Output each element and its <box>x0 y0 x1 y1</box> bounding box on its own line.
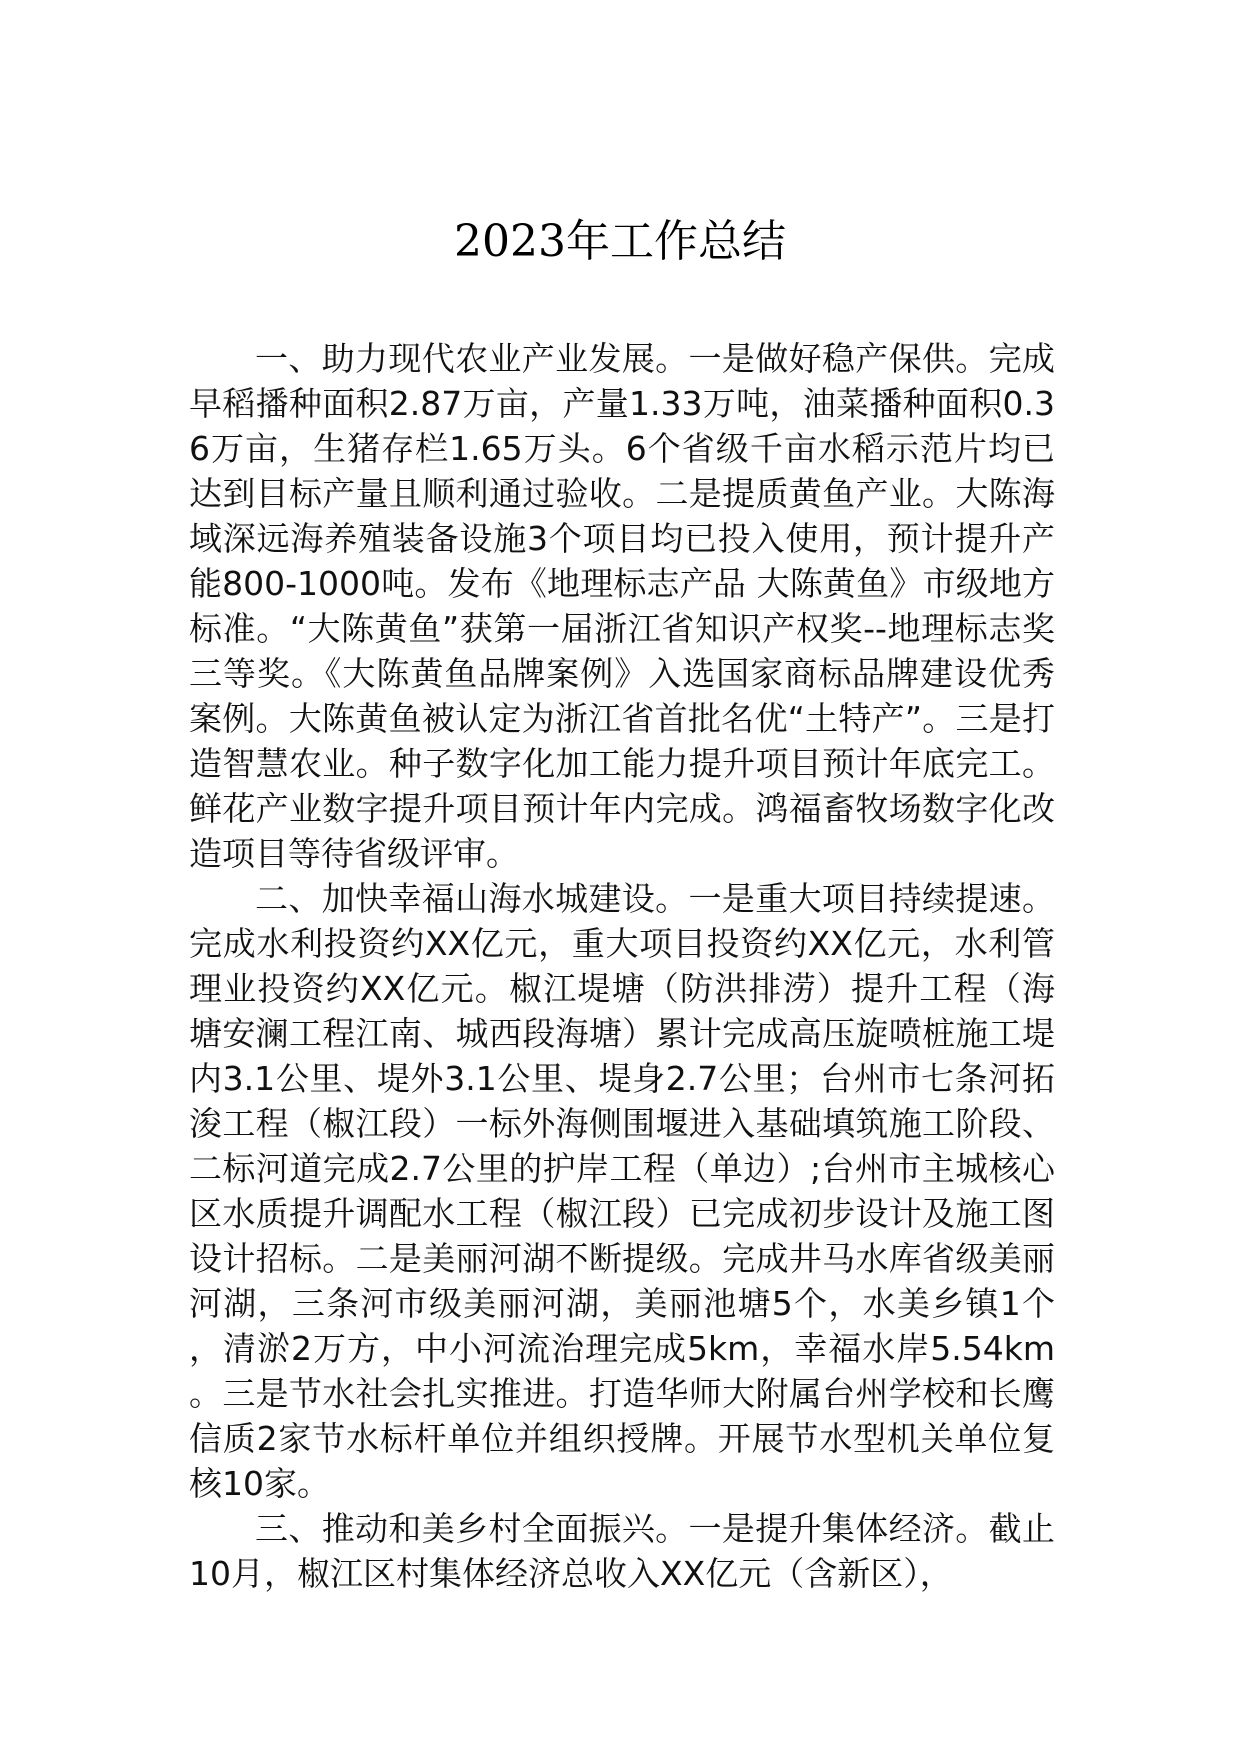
paragraph-agriculture: 一、助力现代农业产业发展。一是做好稳产保供。完成早稻播种面积2.87万亩，产量1.33万吨，油菜播种面积0.36万亩，生猪存栏1.65万头。6个省级千亩水稻示范片均已达到目标产量且顺利通过验收。二是提质黄鱼产业。大陈海域深远海养殖装备设施3个项目均已投入使用，预计提升产能800-1000吨。发布《地理标志产品 大陈黄鱼》市级地方标准。“大陈黄鱼”获第一届浙江省知识产权奖--地理标志奖三等奖。《大陈黄鱼品牌案例》入选国家商标品牌建设优秀案例。大陈黄鱼被认定为浙江省首批名优“土特产”。三是打造智慧农业。种子数字化加工能力提升项目预计年底完工。鲜花产业数字提升项目预计年内完成。鸿福畜牧场数字化改造项目等待省级评审。 <box>189 339 1055 873</box>
document-title: 2023年工作总结 <box>454 216 786 267</box>
document-body <box>189 336 1055 1596</box>
paragraph-water-city: 二、加快幸福山海水城建设。一是重大项目持续提速。完成水利投资约XX亿元，重大项目投资约XX亿元，水利管理业投资约XX亿元。椒江堤塘（防洪排涝）提升工程（海塘安澜工程江南、城西段海塘）累计完成高压旋喷桩施工堤内3.1公里、堤外3.1公里、堤身2.7公里；台州市七条河拓浚工程（椒江段）一标外海侧围堰进入基础填筑施工阶段、二标河道完成2.7公里的护岸工程（单边）;台州市主城核心区水质提升调配水工程（椒江段）已完成初步设计及施工图设计招标。二是美丽河湖不断提级。完成井马水库省级美丽河湖，三条河市级美丽河湖，美丽池塘5个，水美乡镇1个，清淤2万方，中小河流治理完成5km，幸福水岸5.54km。三是节水社会扎实推进。打造华师大附属台州学校和长鹰信质2家节水标杆单位并组织授牌。开展节水型机关单位复核10家。 <box>189 879 1055 1503</box>
paragraph-rural-revitalization: 三、推动和美乡村全面振兴。一是提升集体经济。截止10月，椒江区村集体经济总收入XX亿元（含新区）， <box>189 1509 1055 1593</box>
